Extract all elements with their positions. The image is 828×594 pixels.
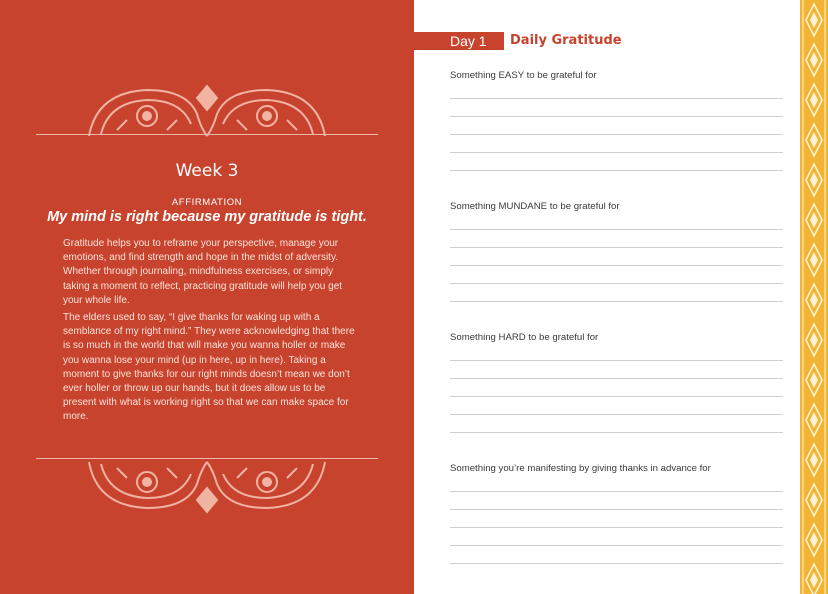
prompt-manifesting: Something you’re manifesting by giving thanks in advance for <box>450 463 711 474</box>
prompt-easy: Something EASY to be grateful for <box>450 70 597 81</box>
writing-line[interactable] <box>450 170 783 171</box>
divider-top <box>36 134 378 135</box>
writing-line[interactable] <box>450 414 783 415</box>
writing-line[interactable] <box>450 509 783 510</box>
writing-line[interactable] <box>450 152 783 153</box>
ornament-top <box>87 84 327 138</box>
writing-line[interactable] <box>450 283 783 284</box>
affirmation-label: AFFIRMATION <box>171 197 243 208</box>
writing-line[interactable] <box>450 98 783 99</box>
writing-line[interactable] <box>450 265 783 266</box>
day-badge: Day 1 <box>414 32 504 50</box>
writing-line[interactable] <box>450 545 783 546</box>
divider-bottom <box>36 458 378 459</box>
writing-line[interactable] <box>450 360 783 361</box>
body-paragraph-2: The elders used to say, “I give thanks for waking up with a semblance of my right mind.” They were acknowledging that there is so much in the world that will make you wanna holler or make you wanna lose your mind (up in here, up in here). Taking a moment to give thanks for our right minds doesn’t mean we don’t ever holler or throw up our hands, but it does allow us to be present with what is working right so that we can make space for more. <box>63 312 355 423</box>
writing-line[interactable] <box>450 491 783 492</box>
body-paragraph-1: Gratitude helps you to reframe your perspective, manage your emotions, and find strength and hope in the midst of adversity. Whether through journaling, mindfulness exercises, or simply taking a moment to reflect, practicing gratitude will help you get your whole life. <box>63 238 343 306</box>
week-title: Week 3 <box>175 161 239 181</box>
writing-line[interactable] <box>450 432 783 433</box>
writing-line[interactable] <box>450 527 783 528</box>
writing-line[interactable] <box>450 301 783 302</box>
writing-line[interactable] <box>450 378 783 379</box>
writing-line[interactable] <box>450 229 783 230</box>
writing-line[interactable] <box>450 563 783 564</box>
writing-line[interactable] <box>450 247 783 248</box>
prompt-hard: Something HARD to be grateful for <box>450 332 599 343</box>
writing-line[interactable] <box>450 396 783 397</box>
writing-line[interactable] <box>450 116 783 117</box>
writing-line[interactable] <box>450 134 783 135</box>
decorative-border <box>800 0 828 594</box>
prompt-mundane: Something MUNDANE to be grateful for <box>450 201 620 212</box>
ornament-bottom <box>87 460 327 514</box>
affirmation-text: My mind is right because my gratitude is tight. <box>47 209 367 225</box>
day-title: Daily Gratitude <box>510 33 622 48</box>
